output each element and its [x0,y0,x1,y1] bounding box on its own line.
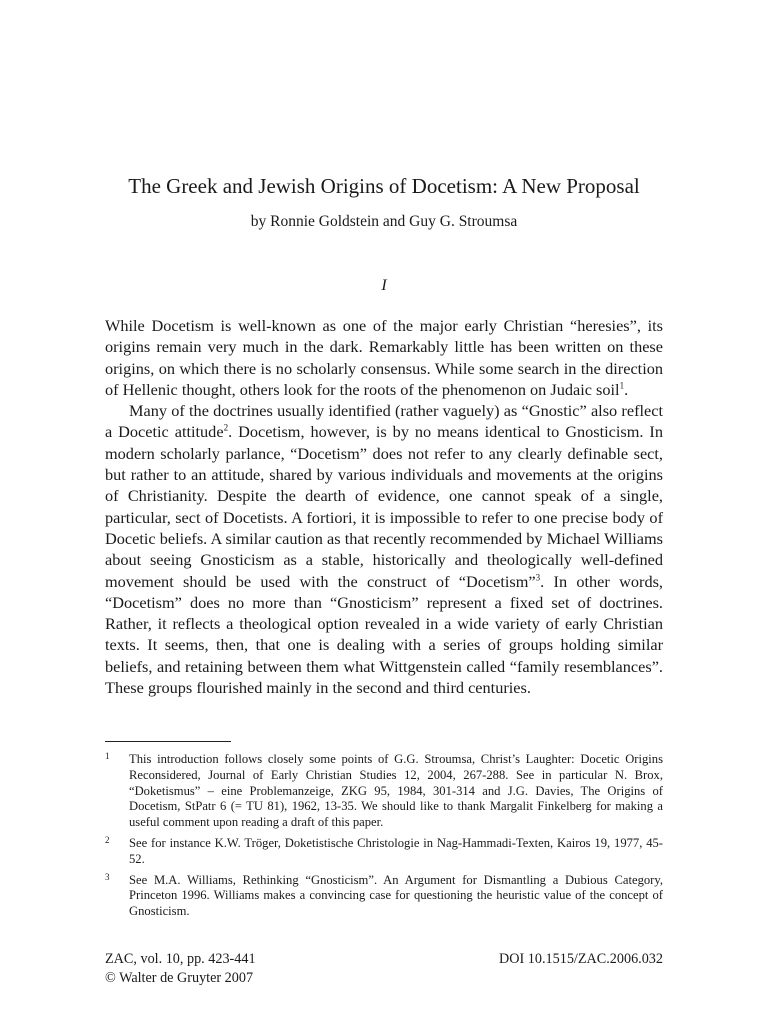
footnote-text: See for instance K.W. Tröger, Doketistische Christologie in Nag-Hammadi-Texten, Kairos 19, 1977, 45-52. [129,835,663,866]
paragraph-1-text: While Docetism is well-known as one of the major early Christian “heresies”, its origins remain very much in the dark. Remarkably little has been written on these origins, on which there is no scholarly consensus. While some search in the direction of Hellenic thought, others look for the roots of the phenomenon on Judaic soil [105,316,663,399]
body-text [105,315,663,698]
footnote-divider [105,741,231,742]
footnote-ref-2[interactable]: 2 [223,423,229,434]
paragraph-2 [105,400,663,698]
footnote-2 [105,836,663,868]
article-title: The Greek and Jewish Origins of Docetism: A New Proposal [128,174,640,198]
footnote-1 [105,752,663,831]
article-authors: by Ronnie Goldstein and Guy G. Stroumsa [250,213,518,230]
paragraph-2-text-a: Many of the doctrines usually identified (rather vaguely) as “Gnostic” also reflect a Docetic attitude [105,401,663,442]
footnote-3 [105,873,663,920]
footnote-ref-3[interactable]: 3 [535,572,541,583]
doi-reference[interactable]: DOI 10.1515/ZAC.2006.032 [499,951,663,967]
footer-citation [105,950,256,988]
paragraph-1 [105,315,663,400]
footnote-number: 3 [105,871,110,882]
footnote-text: This introduction follows closely some points of G.G. Stroumsa, Christ’s Laughter: Docetic Origins Reconsidered, Journal of Early Christian Studies 12, 2004, 267-288. See in particular N. Brox, “Doketismus” – eine Problemanzeige, ZKG 95, 1984, 301-314 and J.G. Davies, The Origins of Docetism, StPatr 6 (= TU 81), 1962, 13-35. We should like to thank Margalit Finkelberg for making a useful comment upon reading a draft of this paper. [129,752,663,830]
paragraph-1-end: . [624,379,629,399]
paragraph-2-text-b: . Docetism, however, is by no means identical to Gnosticism. In modern scholarly parlance, “Docetism” does not refer to any clearly definable sect, but rather to an attitude, shared by various individuals and movements at the origins of Christianity. Despite the dearth of evidence, one cannot speak of a single, particular, sect of Docetists. A fortiori, it is impossible to refer to one precise body of Docetic beliefs. A similar caution as that recently recommended by Michael Williams about seeing Gnosticism as a stable, historically and theologically well-defined movement should be used with the construct of “Docetism” [105,422,663,591]
footnote-number: 2 [105,834,110,845]
section-heading: I [381,277,387,294]
footnotes [105,752,663,920]
footnote-ref-1[interactable]: 1 [619,380,625,391]
journal-reference: ZAC, vol. 10, pp. 423-441 [105,951,256,967]
footnote-text: See M.A. Williams, Rethinking “Gnosticism”. An Argument for Dismantling a Dubious Category, Princeton 1996. Williams makes a convincing case for questioning the heuristic value of the concept of Gnosticism. [129,872,663,919]
footnote-number: 1 [105,751,110,761]
paragraph-2-text-c: . In other words, “Docetism” does no more than “Gnosticism” represent a fixed set of doctrines. Rather, it reflects a theological option revealed in a wide variety of early Christian texts. It seems, then, that one is dealing with a series of groups holding similar beliefs, and retaining between them what Wittgenstein called “family resemblances”. These groups flourished mainly in the second and third centuries. [105,571,663,698]
copyright-notice: © Walter de Gruyter 2007 [105,970,254,986]
